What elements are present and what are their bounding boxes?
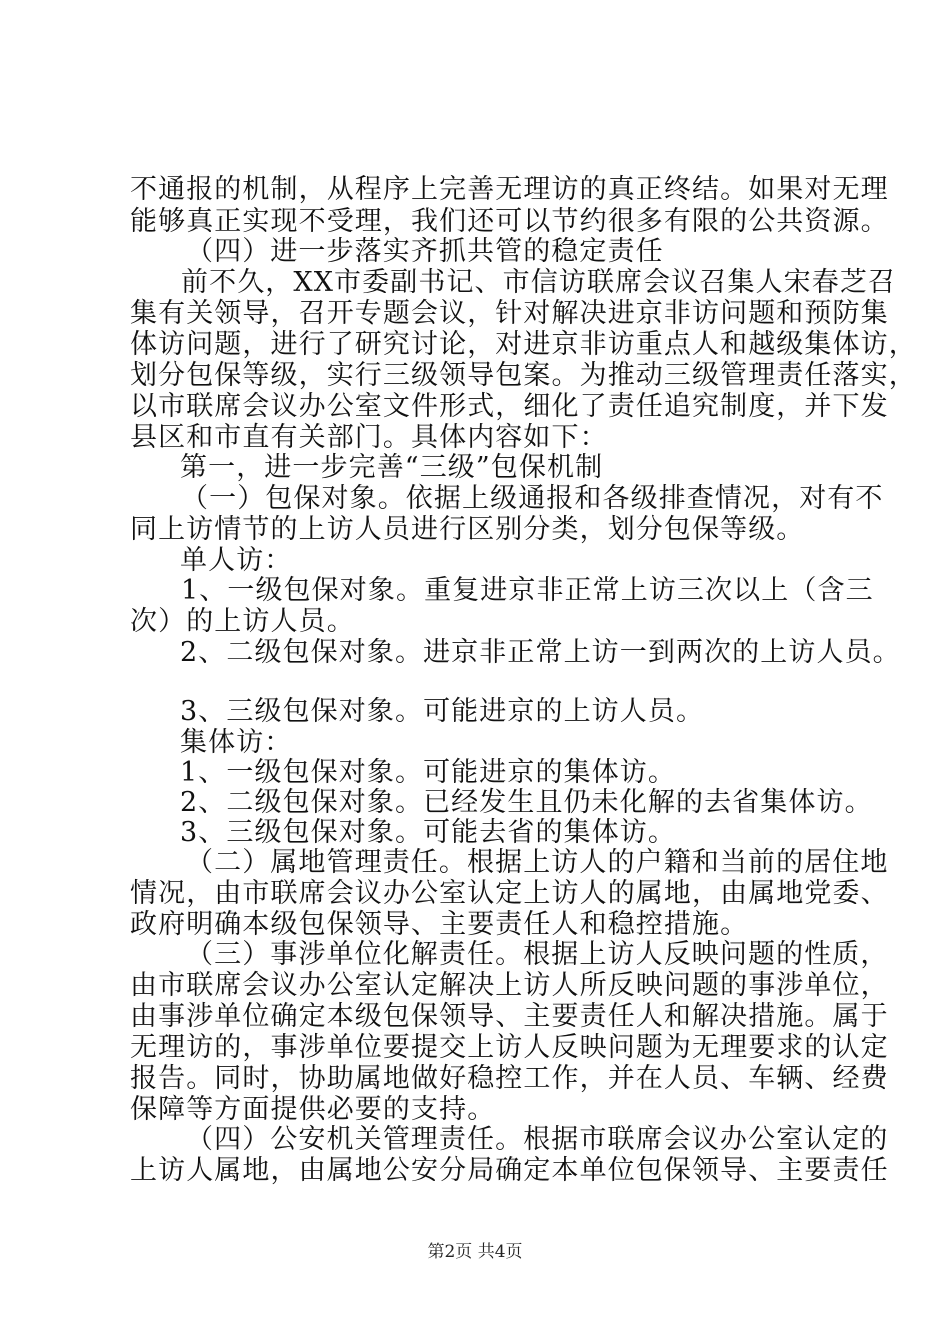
text-line: 3、三级包保对象。可能进京的上访人员。 — [180, 696, 705, 727]
text-line: 1、一级包保对象。重复进京非正常上访三次以上（含三 — [181, 575, 874, 606]
subheading: 单人访： — [180, 545, 293, 576]
section-heading: （四）进一步落实齐抓共管的稳定责任 — [186, 236, 664, 267]
text-line: 上访人属地，由属地公安分局确定本单位包保领导、主要责任 — [130, 1155, 889, 1186]
text-line: 保障等方面提供必要的支持。 — [130, 1094, 496, 1125]
text-line: 1、一级包保对象。可能进京的集体访。 — [180, 757, 676, 788]
section-heading: 第一，进一步完善“三级”包保机制 — [180, 452, 604, 483]
page-footer: 第2页 共4页 — [427, 1242, 523, 1262]
text-line: 无理访的，事涉单位要提交上访人反映问题为无理要求的认定 — [130, 1032, 889, 1063]
text-line: 由市联席会议办公室认定解决上访人所反映问题的事涉单位， — [130, 970, 889, 1001]
text-line: 能够真正实现不受理，我们还可以节约很多有限的公共资源。 — [130, 206, 889, 237]
text-line: 情况，由市联席会议办公室认定上访人的属地，由属地党委、 — [130, 878, 889, 909]
text-line: （一）包保对象。依据上级通报和各级排查情况，对有不 — [181, 483, 884, 514]
text-line: 2、二级包保对象。进京非正常上访一到两次的上访人员。 — [180, 637, 901, 668]
text-line: 政府明确本级包保领导、主要责任人和稳控措施。 — [130, 909, 749, 940]
text-line: 县区和市直有关部门。具体内容如下： — [130, 422, 608, 453]
text-line: 体访问题，进行了研究讨论，对进京非访重点人和越级集体访， — [130, 329, 917, 360]
text-line: 报告。同时，协助属地做好稳控工作，并在人员、车辆、经费 — [130, 1063, 889, 1094]
text-line: 由事涉单位确定本级包保领导、主要责任人和解决措施。属于 — [130, 1001, 889, 1032]
text-line: 前不久，XX市委副书记、市信访联席会议召集人宋春芝召 — [181, 267, 897, 298]
text-line: （四）公安机关管理责任。根据市联席会议办公室认定的 — [186, 1124, 889, 1155]
text-line: （二）属地管理责任。根据上访人的户籍和当前的居住地 — [186, 847, 889, 878]
text-line: 以市联席会议办公室文件形式，细化了责任追究制度，并下发 — [130, 391, 889, 422]
text-line: 划分包保等级，实行三级领导包案。为推动三级管理责任落实， — [130, 360, 917, 391]
subheading: 集体访： — [180, 727, 293, 758]
text-line: 不通报的机制，从程序上完善无理访的真正终结。如果对无理 — [130, 174, 889, 205]
text-line: （三）事涉单位化解责任。根据上访人反映问题的性质， — [186, 939, 889, 970]
text-line: 集有关领导，召开专题会议，针对解决进京非访问题和预防集 — [130, 298, 889, 329]
text-line: 3、三级包保对象。可能去省的集体访。 — [180, 817, 676, 848]
text-line: 2、二级包保对象。已经发生且仍未化解的去省集体访。 — [180, 787, 873, 818]
text-line: 次）的上访人员。 — [130, 606, 355, 637]
text-line: 同上访情节的上访人员进行区别分类，划分包保等级。 — [130, 514, 805, 545]
